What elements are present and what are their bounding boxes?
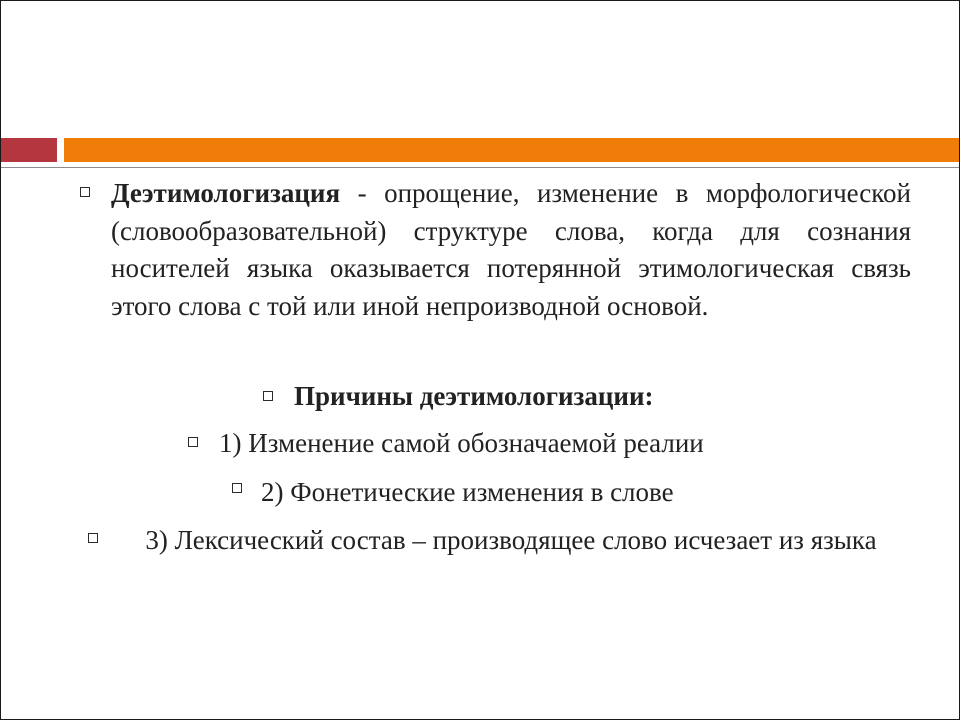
header-accent-bar <box>1 138 57 162</box>
square-bullet-icon <box>80 187 90 197</box>
square-bullet-icon <box>232 483 242 493</box>
square-bullet-icon <box>188 437 198 447</box>
definition-term: Деэтимологизация <box>111 178 341 208</box>
cause-item-2: 2) Фонетические изменения в слове <box>261 477 674 507</box>
header-divider-line <box>1 167 959 168</box>
definition-paragraph <box>111 175 911 325</box>
causes-heading: Причины деэтимологизации: <box>294 381 654 411</box>
cause-item-1: 1) Изменение самой обозначаемой реалии <box>219 428 704 458</box>
square-bullet-icon <box>88 533 98 543</box>
cause-item-3: 3) Лексический состав – производящее слово исчезает из языка <box>145 525 877 555</box>
header-orange-bar <box>64 138 959 162</box>
definition-text: - опрощение, изменение в морфологической (словообразовательной) структуре слова, когда для сознания носителей языка оказывается потерянной этимологическая связь этого слова с той или иной непроизводной основой. <box>111 178 911 321</box>
square-bullet-icon <box>263 391 273 401</box>
